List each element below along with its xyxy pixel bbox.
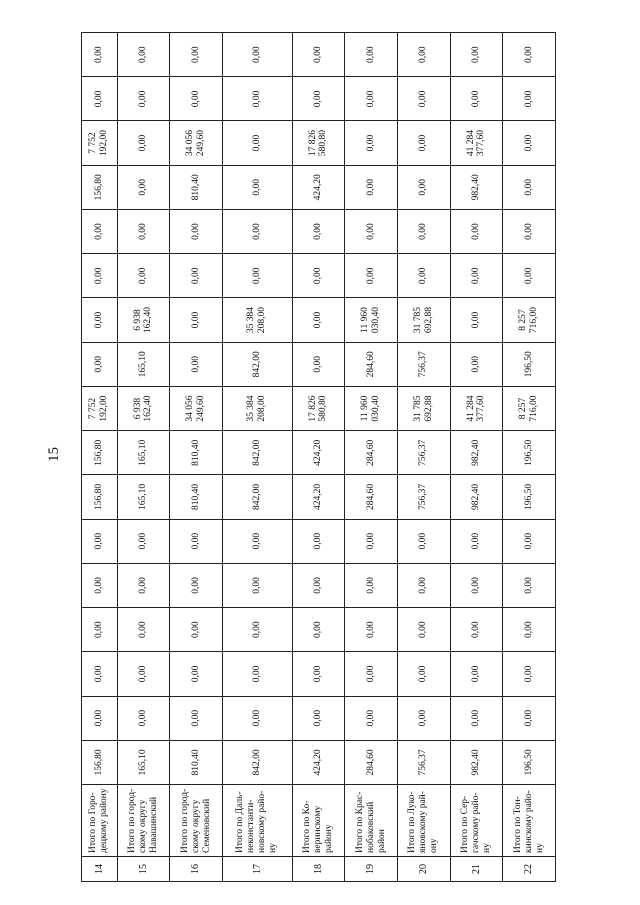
table-cell: 17 826 580,80	[292, 121, 345, 165]
table-cell: 0,00	[292, 519, 345, 563]
table-cell: 0,00	[345, 254, 398, 298]
table-cell: 0,00	[170, 209, 223, 253]
table-cell: 0,00	[503, 77, 556, 121]
table-cell: 0,00	[503, 652, 556, 696]
table-cell: 0,00	[117, 608, 170, 652]
table-cell: 35 384 208,00	[222, 386, 292, 430]
page-number: 15	[46, 447, 62, 462]
table-cell: 0,00	[450, 342, 503, 386]
table-cell: 0,00	[170, 254, 223, 298]
table-cell: 196,50	[503, 740, 556, 784]
table-cell: 11 960 030,40	[345, 386, 398, 430]
table-cell: 31 785 692,88	[397, 298, 450, 342]
table-cell: 0,00	[292, 563, 345, 607]
table-cell: 0,00	[170, 696, 223, 740]
table-cell: 756,37	[397, 431, 450, 475]
table-cell: 0,00	[222, 519, 292, 563]
table-cell: 0,00	[345, 33, 398, 77]
table-cell: 0,00	[222, 165, 292, 209]
table-cell: 156,80	[82, 165, 118, 209]
table-cell: 842,00	[222, 475, 292, 519]
table-cell: 0,00	[117, 121, 170, 165]
table-row	[450, 33, 503, 882]
table-cell: 982,40	[450, 431, 503, 475]
table-cell: 284,60	[345, 475, 398, 519]
table-cell: 0,00	[397, 121, 450, 165]
table-cell: 0,00	[222, 608, 292, 652]
rotated-table-container	[81, 32, 556, 882]
table-cell: 0,00	[292, 696, 345, 740]
table-cell: 0,00	[170, 563, 223, 607]
table-cell: 0,00	[170, 298, 223, 342]
row-name: Итого по Сер- гачскому райо- ну	[450, 785, 503, 857]
table-cell: 165,10	[117, 740, 170, 784]
table-cell: 982,40	[450, 165, 503, 209]
table-cell: 0,00	[82, 519, 118, 563]
row-name: Итого по Горо- децкому району	[82, 785, 118, 857]
row-name: Итого по Ко- веринскому району	[292, 785, 345, 857]
table-cell: 0,00	[503, 254, 556, 298]
table-cell: 165,10	[117, 431, 170, 475]
table-cell: 156,80	[82, 475, 118, 519]
table-cell: 17 826 580,80	[292, 386, 345, 430]
table-cell: 0,00	[450, 77, 503, 121]
table-cell: 0,00	[450, 209, 503, 253]
table-cell: 0,00	[503, 608, 556, 652]
table-cell: 0,00	[450, 519, 503, 563]
table-cell: 0,00	[222, 77, 292, 121]
table-cell: 0,00	[345, 563, 398, 607]
table-cell: 0,00	[292, 33, 345, 77]
table-cell: 0,00	[292, 254, 345, 298]
table-row	[345, 33, 398, 882]
table-cell: 284,60	[345, 740, 398, 784]
table-cell: 0,00	[503, 33, 556, 77]
table-cell: 0,00	[292, 77, 345, 121]
table-cell: 0,00	[117, 254, 170, 298]
table-cell: 0,00	[503, 563, 556, 607]
table-cell: 7 752 192,00	[82, 121, 118, 165]
table-cell: 424,20	[292, 740, 345, 784]
table-cell: 0,00	[503, 209, 556, 253]
table-row	[222, 33, 292, 882]
table-cell: 0,00	[345, 77, 398, 121]
table-cell: 0,00	[82, 696, 118, 740]
table-cell: 0,00	[117, 165, 170, 209]
table-cell: 41 284 377,60	[450, 121, 503, 165]
table-cell: 842,00	[222, 740, 292, 784]
table-cell: 0,00	[397, 254, 450, 298]
table-cell: 165,10	[117, 342, 170, 386]
row-number: 20	[397, 857, 450, 882]
table-cell: 0,00	[345, 696, 398, 740]
table-cell: 0,00	[222, 696, 292, 740]
row-number: 19	[345, 857, 398, 882]
table-cell: 0,00	[222, 652, 292, 696]
table-cell: 0,00	[222, 209, 292, 253]
table-row	[82, 33, 118, 882]
table-cell: 0,00	[222, 254, 292, 298]
table-cell: 424,20	[292, 431, 345, 475]
table-cell: 842,00	[222, 342, 292, 386]
table-cell: 196,50	[503, 431, 556, 475]
table-cell: 0,00	[503, 165, 556, 209]
table-row	[503, 33, 556, 882]
table-cell: 0,00	[450, 608, 503, 652]
table-cell: 0,00	[292, 608, 345, 652]
table-cell: 196,50	[503, 475, 556, 519]
table-cell: 0,00	[117, 696, 170, 740]
table-cell: 0,00	[450, 696, 503, 740]
table-cell: 0,00	[82, 298, 118, 342]
table-cell: 0,00	[450, 298, 503, 342]
row-number: 15	[117, 857, 170, 882]
table-cell: 0,00	[503, 696, 556, 740]
table-cell: 0,00	[82, 608, 118, 652]
table-cell: 0,00	[222, 33, 292, 77]
table-row	[170, 33, 223, 882]
table-cell: 0,00	[450, 652, 503, 696]
table-cell: 810,40	[170, 165, 223, 209]
table-cell: 756,37	[397, 475, 450, 519]
table-cell: 0,00	[117, 563, 170, 607]
table-cell: 0,00	[450, 33, 503, 77]
table-cell: 0,00	[345, 652, 398, 696]
table-cell: 0,00	[117, 209, 170, 253]
table-cell: 0,00	[117, 33, 170, 77]
table-cell: 284,60	[345, 342, 398, 386]
row-name: Итого по город- скому округу Семеновский	[170, 785, 223, 857]
row-name: Итого по Луко- яновскому рай- ону	[397, 785, 450, 857]
row-number: 18	[292, 857, 345, 882]
table-cell: 0,00	[397, 209, 450, 253]
table-cell: 284,60	[345, 431, 398, 475]
table-cell: 0,00	[292, 342, 345, 386]
table-cell: 35 384 208,00	[222, 298, 292, 342]
row-number: 22	[503, 857, 556, 882]
row-number: 16	[170, 857, 223, 882]
table-cell: 0,00	[503, 121, 556, 165]
table-cell: 0,00	[82, 33, 118, 77]
table-cell: 0,00	[170, 342, 223, 386]
table-cell: 165,10	[117, 475, 170, 519]
table-cell: 7 752 192,00	[82, 386, 118, 430]
table-cell: 810,40	[170, 475, 223, 519]
table-cell: 0,00	[117, 519, 170, 563]
row-name: Итого по Крас- нобаковский район	[345, 785, 398, 857]
table-cell: 0,00	[345, 165, 398, 209]
table-cell: 0,00	[397, 696, 450, 740]
table-cell: 0,00	[450, 563, 503, 607]
table-cell: 156,80	[82, 740, 118, 784]
table-cell: 0,00	[82, 563, 118, 607]
table-cell: 0,00	[82, 254, 118, 298]
table-cell: 756,37	[397, 342, 450, 386]
table-row	[117, 33, 170, 882]
table-cell: 0,00	[397, 519, 450, 563]
table-cell: 424,20	[292, 475, 345, 519]
table-cell: 0,00	[170, 77, 223, 121]
table-cell: 0,00	[82, 77, 118, 121]
table-cell: 0,00	[397, 608, 450, 652]
table-cell: 31 785 692,88	[397, 386, 450, 430]
table-cell: 6 938 162,40	[117, 298, 170, 342]
table-cell: 0,00	[397, 165, 450, 209]
table-cell: 0,00	[345, 121, 398, 165]
table-cell: 424,20	[292, 165, 345, 209]
table-cell: 810,40	[170, 431, 223, 475]
table-cell: 6 938 162,40	[117, 386, 170, 430]
table-cell: 0,00	[345, 519, 398, 563]
table-cell: 0,00	[82, 342, 118, 386]
table-cell: 0,00	[292, 298, 345, 342]
table-cell: 0,00	[450, 254, 503, 298]
table-cell: 0,00	[117, 77, 170, 121]
table-cell: 982,40	[450, 740, 503, 784]
table-cell: 156,80	[82, 431, 118, 475]
row-name: Итого по город- скому округу Навашинский	[117, 785, 170, 857]
table-cell: 982,40	[450, 475, 503, 519]
row-number: 17	[222, 857, 292, 882]
table-cell: 0,00	[397, 563, 450, 607]
row-name: Итого по Тон- кинскому райо- ну	[503, 785, 556, 857]
table-row	[397, 33, 450, 882]
table-cell: 11 960 030,40	[345, 298, 398, 342]
table-cell: 41 284 377,60	[450, 386, 503, 430]
table-cell: 0,00	[292, 652, 345, 696]
table-cell: 34 056 249,60	[170, 121, 223, 165]
row-number: 14	[82, 857, 118, 882]
row-name: Итого по Даль- неконстанти- новскому райо- ну	[222, 785, 292, 857]
table-cell: 0,00	[170, 519, 223, 563]
table-cell: 0,00	[82, 652, 118, 696]
table-cell: 0,00	[397, 652, 450, 696]
table-cell: 0,00	[222, 563, 292, 607]
table-cell: 842,00	[222, 431, 292, 475]
table-cell: 0,00	[222, 121, 292, 165]
table-cell: 196,50	[503, 342, 556, 386]
table-cell: 0,00	[345, 608, 398, 652]
table-row	[292, 33, 345, 882]
table-cell: 0,00	[170, 652, 223, 696]
data-table	[81, 32, 556, 882]
table-cell: 0,00	[292, 209, 345, 253]
table-cell: 8 257 716,00	[503, 298, 556, 342]
table-cell: 0,00	[503, 519, 556, 563]
row-number: 21	[450, 857, 503, 882]
table-cell: 8 257 716,00	[503, 386, 556, 430]
table-cell: 810,40	[170, 740, 223, 784]
table-cell: 0,00	[397, 33, 450, 77]
table-cell: 0,00	[170, 33, 223, 77]
table-cell: 756,37	[397, 740, 450, 784]
table-cell: 0,00	[117, 652, 170, 696]
table-cell: 0,00	[82, 209, 118, 253]
table-cell: 0,00	[345, 209, 398, 253]
table-cell: 0,00	[170, 608, 223, 652]
table-cell: 0,00	[397, 77, 450, 121]
table-body	[82, 33, 556, 882]
table-cell: 34 056 249,60	[170, 386, 223, 430]
